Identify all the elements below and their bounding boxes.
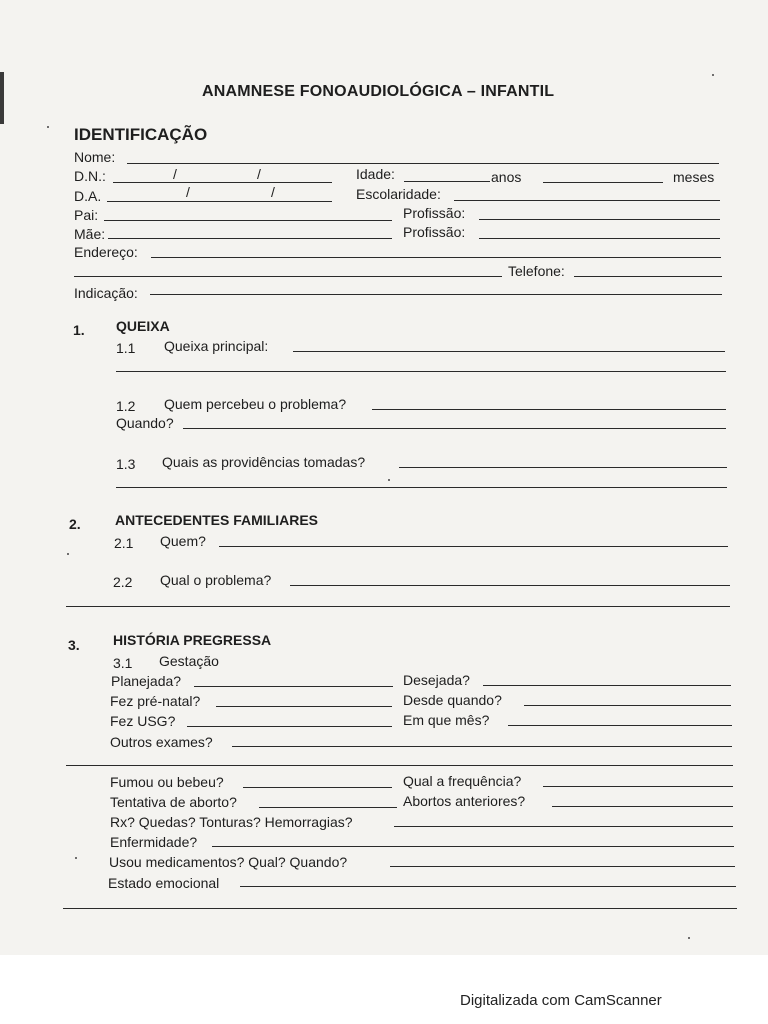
q22-number: 2.2 xyxy=(113,574,133,590)
estado-emocional-label: Estado emocional xyxy=(108,875,220,891)
quem-percebeu-field[interactable] xyxy=(372,409,726,410)
quando-label: Quando? xyxy=(116,415,174,431)
escolaridade-field[interactable] xyxy=(454,200,720,201)
qual-problema-field-line-2[interactable] xyxy=(66,606,730,607)
desejada-label: Desejada? xyxy=(403,672,470,688)
q21-number: 2.1 xyxy=(114,535,134,551)
scan-speck xyxy=(67,553,69,555)
q31-number: 3.1 xyxy=(113,655,133,671)
gestacao-label: Gestação xyxy=(159,653,219,669)
profissao-mae-field[interactable] xyxy=(479,238,720,239)
quem-percebeu-label: Quem percebeu o problema? xyxy=(164,396,347,412)
telefone-field[interactable] xyxy=(574,276,722,277)
scan-speck xyxy=(388,479,390,481)
nome-label: Nome: xyxy=(74,149,116,165)
endereco-field-line-2[interactable] xyxy=(74,276,502,277)
idade-anos-field[interactable] xyxy=(404,181,490,182)
da-label: D.A. xyxy=(74,188,102,204)
idade-meses-field[interactable] xyxy=(543,182,663,183)
desde-quando-field[interactable] xyxy=(524,705,731,706)
section-number-2: 2. xyxy=(69,516,81,532)
scan-speck xyxy=(688,937,690,939)
mae-label: Mãe: xyxy=(74,226,106,242)
desde-quando-label: Desde quando? xyxy=(403,692,502,708)
fumou-field[interactable] xyxy=(243,787,392,788)
enfermidade-field[interactable] xyxy=(212,846,734,847)
pai-field[interactable] xyxy=(104,220,392,221)
enfermidade-label: Enfermidade? xyxy=(110,834,198,850)
qual-problema-field[interactable] xyxy=(290,585,730,586)
indicacao-label: Indicação: xyxy=(74,285,138,301)
anos-label: anos xyxy=(491,169,522,185)
usg-field[interactable] xyxy=(187,726,392,727)
q12-number: 1.2 xyxy=(116,398,136,414)
estado-emocional-field[interactable] xyxy=(240,886,736,887)
da-slash-1: / xyxy=(186,184,190,200)
scan-speck xyxy=(47,126,49,128)
dn-label: D.N.: xyxy=(74,168,106,184)
quem-label: Quem? xyxy=(160,533,206,549)
medicamentos-label: Usou medicamentos? Qual? Quando? xyxy=(109,854,348,870)
abortos-anteriores-field[interactable] xyxy=(552,806,733,807)
queixa-principal-label: Queixa principal: xyxy=(164,338,269,354)
providencias-label: Quais as providências tomadas? xyxy=(162,454,366,470)
dn-slash-1: / xyxy=(173,166,177,182)
planejada-field[interactable] xyxy=(194,686,393,687)
section-heading-antecedentes: ANTECEDENTES FAMILIARES xyxy=(115,512,319,528)
medicamentos-field[interactable] xyxy=(390,866,735,867)
estado-emocional-field-line-2[interactable] xyxy=(63,908,737,909)
endereco-label: Endereço: xyxy=(74,244,138,260)
prenatal-label: Fez pré-natal? xyxy=(110,693,201,709)
section-heading-queixa: QUEIXA xyxy=(116,318,170,334)
pai-label: Pai: xyxy=(74,207,99,223)
abortos-anteriores-label: Abortos anteriores? xyxy=(403,793,526,809)
outros-exames-field-line-2[interactable] xyxy=(66,765,733,766)
frequencia-label: Qual a frequência? xyxy=(403,773,522,789)
dn-slash-2: / xyxy=(257,166,261,182)
telefone-label: Telefone: xyxy=(508,263,565,279)
q11-number: 1.1 xyxy=(116,340,136,356)
form-title: ANAMNESE FONOAUDIOLÓGICA – INFANTIL xyxy=(202,83,555,100)
frequencia-field[interactable] xyxy=(543,786,733,787)
tentativa-aborto-field[interactable] xyxy=(259,807,397,808)
section-number-3: 3. xyxy=(68,637,80,653)
quando-field[interactable] xyxy=(183,428,726,429)
rx-quedas-field[interactable] xyxy=(394,826,733,827)
indicacao-field[interactable] xyxy=(150,294,722,295)
meses-label: meses xyxy=(673,169,715,185)
fumou-label: Fumou ou bebeu? xyxy=(110,774,224,790)
outros-exames-field[interactable] xyxy=(232,746,732,747)
scan-speck xyxy=(712,74,714,76)
mae-field[interactable] xyxy=(108,238,392,239)
section-heading-historia: HISTÓRIA PREGRESSA xyxy=(113,632,272,648)
providencias-field[interactable] xyxy=(399,467,727,468)
quem-field[interactable] xyxy=(219,546,728,547)
outros-exames-label: Outros exames? xyxy=(110,734,213,750)
q13-number: 1.3 xyxy=(116,456,136,472)
em-que-mes-label: Em que mês? xyxy=(403,712,490,728)
da-slash-2: / xyxy=(271,184,275,200)
tentativa-aborto-label: Tentativa de aborto? xyxy=(110,794,237,810)
escolaridade-label: Escolaridade: xyxy=(356,186,441,202)
dn-field[interactable] xyxy=(113,182,332,183)
page-edge-shadow xyxy=(0,72,4,124)
qual-problema-label: Qual o problema? xyxy=(160,572,272,588)
profissao-mae-label: Profissão: xyxy=(403,224,466,240)
profissao-pai-field[interactable] xyxy=(479,219,720,220)
queixa-principal-field[interactable] xyxy=(293,351,725,352)
profissao-pai-label: Profissão: xyxy=(403,205,466,221)
scan-speck xyxy=(75,857,77,859)
providencias-field-line-2[interactable] xyxy=(116,487,727,488)
da-field[interactable] xyxy=(107,201,332,202)
em-que-mes-field[interactable] xyxy=(508,725,732,726)
section-number-1: 1. xyxy=(73,322,85,338)
section-heading-identificacao: IDENTIFICAÇÃO xyxy=(74,125,208,144)
prenatal-field[interactable] xyxy=(216,706,392,707)
desejada-field[interactable] xyxy=(483,685,731,686)
camscanner-watermark: Digitalizada com CamScanner xyxy=(460,992,662,1009)
rx-quedas-label: Rx? Quedas? Tonturas? Hemorragias? xyxy=(110,814,353,830)
idade-label: Idade: xyxy=(356,166,395,182)
queixa-principal-field-line-2[interactable] xyxy=(116,371,726,372)
nome-field[interactable] xyxy=(127,163,719,164)
planejada-label: Planejada? xyxy=(111,673,182,689)
endereco-field[interactable] xyxy=(151,257,721,258)
usg-label: Fez USG? xyxy=(110,713,176,729)
